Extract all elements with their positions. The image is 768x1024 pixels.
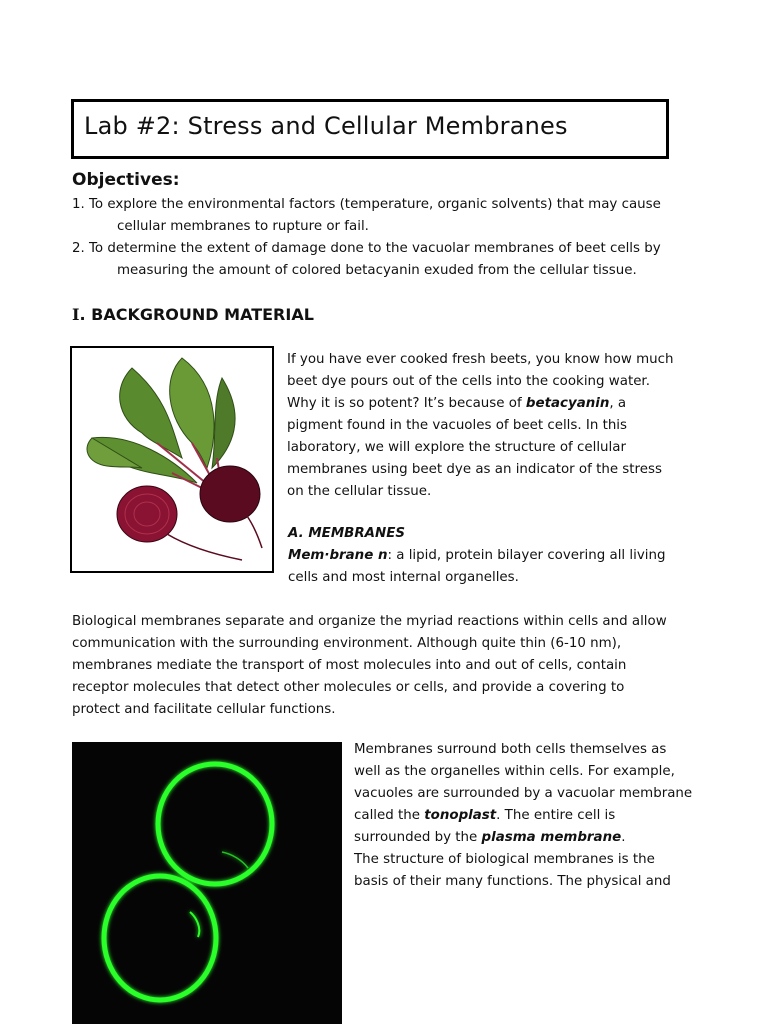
betacyanin-term: betacyanin bbox=[525, 396, 610, 411]
surround-line-5 bbox=[354, 827, 625, 849]
bio-line-4: receptor molecules that detect other molecules or cells, and provide a covering to bbox=[72, 680, 625, 695]
surround-line-4 bbox=[354, 805, 615, 827]
beet-icon bbox=[72, 348, 272, 571]
intro-line-4: pigment found in the vacuoles of beet cells. In this bbox=[287, 418, 627, 433]
membrane-term: Mem·brane n bbox=[288, 548, 388, 563]
intro-line-7: on the cellular tissue. bbox=[287, 484, 432, 499]
section-title: . BACKGROUND MATERIAL bbox=[79, 305, 314, 324]
intro-line-2: beet dye pours out of the cells into the cooking water. bbox=[287, 374, 650, 389]
objective-2-line-1: 2. To determine the extent of damage done to the vacuolar membranes of beet cells by bbox=[72, 241, 661, 256]
objective-2-line-2: measuring the amount of colored betacyanin exuded from the cellular tissue. bbox=[117, 263, 637, 278]
bio-line-5: protect and facilitate cellular functions. bbox=[72, 702, 336, 717]
fluorescent-cell-icon bbox=[72, 742, 342, 1024]
surround-line-4-a: called the bbox=[354, 808, 425, 823]
bio-line-1: Biological membranes separate and organize the myriad reactions within cells and allow bbox=[72, 614, 667, 629]
surround-line-5-a: surrounded by the bbox=[354, 830, 482, 845]
membranes-heading: A. MEMBRANES bbox=[288, 526, 406, 541]
surround-line-6: The structure of biological membranes is the bbox=[354, 852, 655, 867]
bio-line-2: communication with the surrounding environment. Although quite thin (6-10 nm), bbox=[72, 636, 622, 651]
surround-line-7: basis of their many functions. The physical and bbox=[354, 874, 671, 889]
intro-line-5: laboratory, we will explore the structure of cellular bbox=[287, 440, 626, 455]
bio-line-3: membranes mediate the transport of most molecules into and out of cells, contain bbox=[72, 658, 627, 673]
intro-line-1: If you have ever cooked fresh beets, you know how much bbox=[287, 352, 674, 367]
surround-line-5-c: . bbox=[621, 830, 626, 845]
section-number: I bbox=[72, 305, 80, 324]
plasma-membrane-term: plasma membrane bbox=[481, 830, 622, 845]
page-title: Lab #2: Stress and Cellular Membranes bbox=[84, 112, 568, 140]
cell-micrograph bbox=[72, 742, 342, 1024]
surround-line-4-c: . The entire cell is bbox=[496, 808, 616, 823]
tonoplast-term: tonoplast bbox=[424, 808, 497, 823]
beet-image bbox=[70, 346, 274, 573]
surround-line-1: Membranes surround both cells themselves as bbox=[354, 742, 667, 757]
surround-line-2: well as the organelles within cells. For example, bbox=[354, 764, 675, 779]
membrane-definition bbox=[288, 545, 665, 567]
objectives-heading: Objectives: bbox=[72, 170, 180, 190]
objective-1-line-2: cellular membranes to rupture or fail. bbox=[117, 219, 369, 234]
intro-line-3 bbox=[287, 393, 626, 415]
surround-line-3: vacuoles are surrounded by a vacuolar membrane bbox=[354, 786, 693, 801]
objective-1-line-1: 1. To explore the environmental factors (temperature, organic solvents) that may cause bbox=[72, 197, 661, 212]
intro-line-3-a: Why it is so potent? It’s because of bbox=[287, 396, 526, 411]
intro-line-6: membranes using beet dye as an indicator of the stress bbox=[287, 462, 662, 477]
membrane-definition-rest: : a lipid, protein bilayer covering all living bbox=[387, 548, 666, 563]
intro-line-3-c: , a bbox=[609, 396, 627, 411]
section-heading bbox=[72, 305, 314, 324]
membrane-definition-line-2: cells and most internal organelles. bbox=[288, 570, 519, 585]
